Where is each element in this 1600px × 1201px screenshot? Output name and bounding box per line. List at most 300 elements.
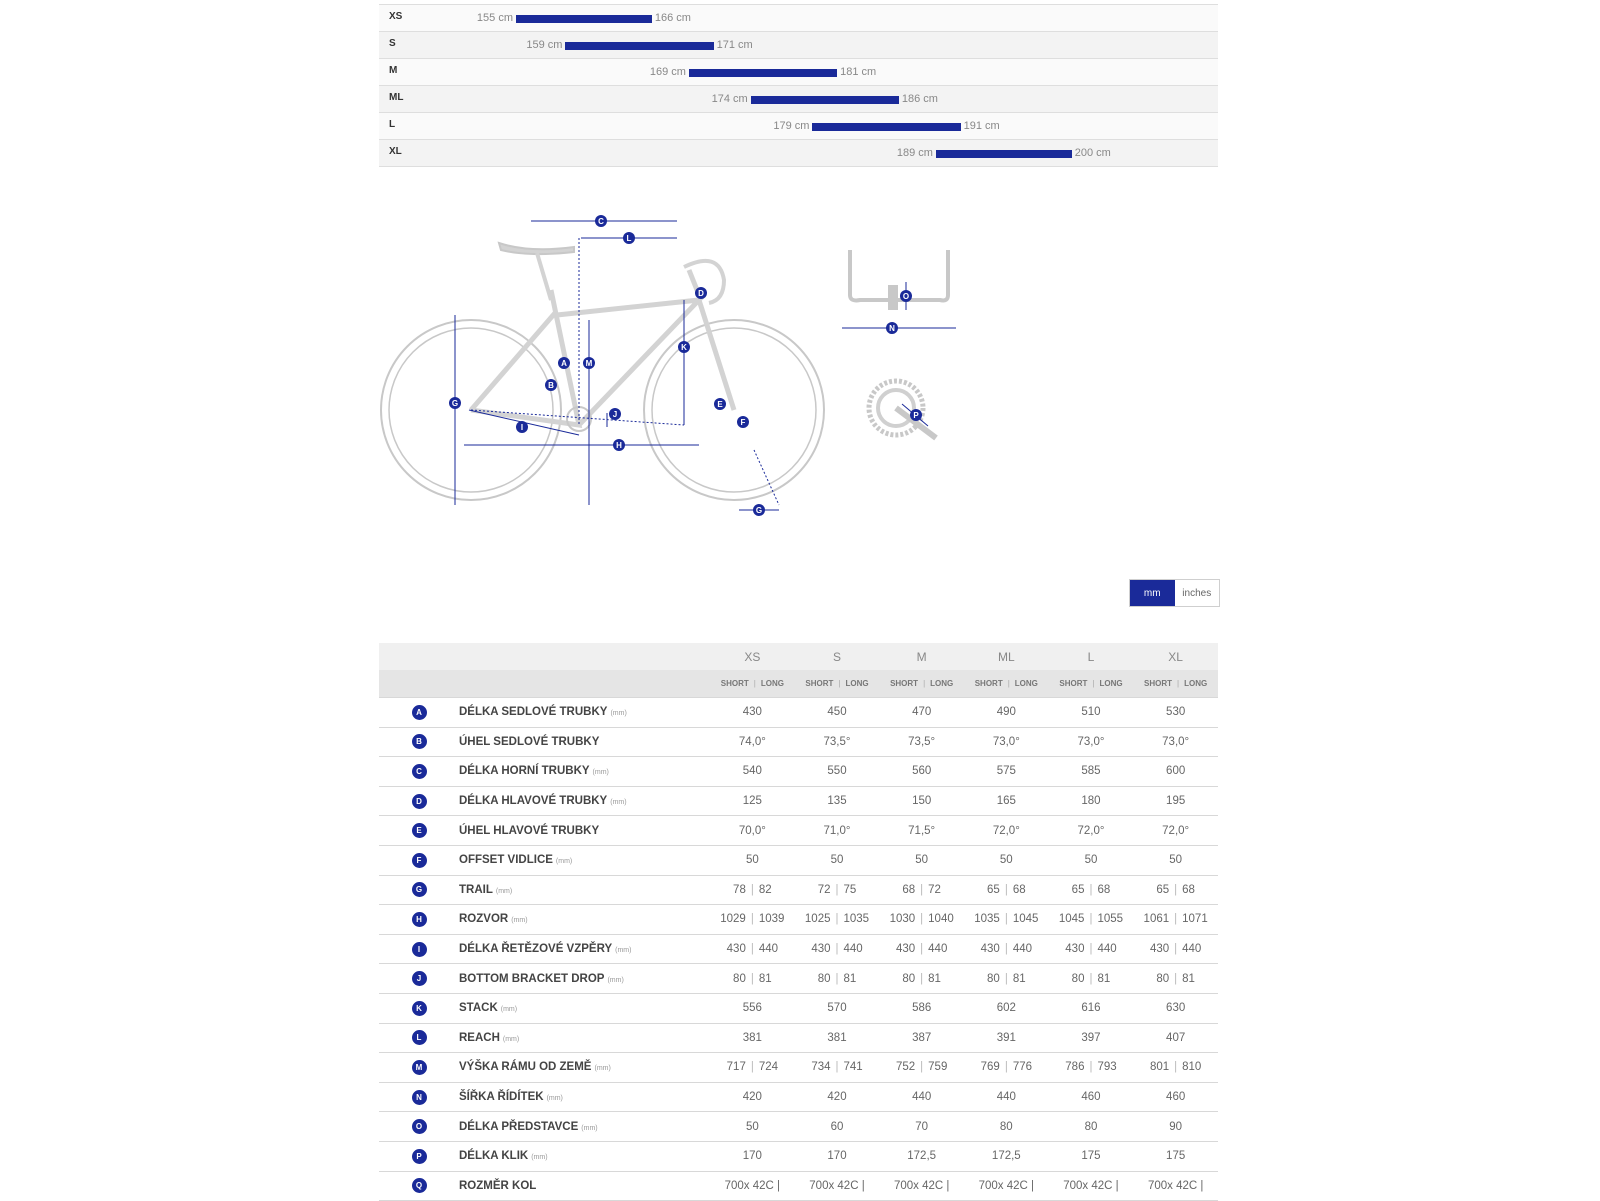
marker-C <box>595 215 607 227</box>
size-label: XL <box>389 146 402 157</box>
dimension-label: ROZMĚR KOL <box>459 1179 537 1192</box>
value-cell <box>879 1112 964 1142</box>
unit-note: (mm) <box>555 858 573 866</box>
short-value: 1029 <box>720 913 746 926</box>
dimension-letter-badge: L <box>412 1030 427 1045</box>
value-cell <box>1049 845 1134 875</box>
dimension-letter-badge: P <box>412 1149 427 1164</box>
value-cell <box>795 816 880 846</box>
unit-note: (mm) <box>615 947 632 955</box>
value: 172,5 <box>991 1150 1021 1163</box>
value-cell <box>879 1053 964 1083</box>
geometry-row <box>379 1053 1218 1083</box>
short-value: 78 <box>733 883 746 896</box>
svg-text:L: L <box>626 234 632 243</box>
geometry-row <box>379 757 1218 787</box>
value-cell <box>710 1082 795 1112</box>
long-value: 793 <box>1097 1061 1117 1074</box>
short-value: 68 <box>902 883 916 896</box>
geometry-row <box>379 934 1218 964</box>
value-cell <box>1133 905 1218 935</box>
dimension-label-cell <box>459 845 710 875</box>
unit-note: (mm) <box>500 1006 518 1014</box>
value-cell <box>1049 1023 1134 1053</box>
value-cell <box>1049 875 1134 905</box>
value: 586 <box>912 1002 932 1015</box>
dimension-letter-badge: Q <box>412 1178 427 1193</box>
value-cell <box>710 816 795 846</box>
dimension-label: STACK <box>459 1002 498 1015</box>
short-long-header <box>879 670 964 698</box>
value: 50 <box>999 854 1013 867</box>
dimension-letter-badge: N <box>412 1090 427 1105</box>
value: 60 <box>830 1120 844 1133</box>
value: 575 <box>996 765 1016 778</box>
value: 170 <box>742 1150 762 1163</box>
value: 381 <box>742 1031 762 1044</box>
geometry-row <box>379 1023 1218 1053</box>
value-cell <box>1049 816 1134 846</box>
value-cell <box>879 993 964 1023</box>
value: 80 <box>1084 1120 1098 1133</box>
value-cell <box>1049 1112 1134 1142</box>
size-label: XS <box>389 11 403 22</box>
unit-note: (mm) <box>607 976 624 984</box>
dimension-label-cell <box>459 934 710 964</box>
svg-text:G: G <box>755 506 763 515</box>
dimension-label-cell <box>459 905 710 935</box>
svg-text:C: C <box>598 217 604 226</box>
value-cell <box>710 1112 795 1142</box>
long-label: LONG <box>1184 679 1208 688</box>
dimension-label-cell <box>459 727 710 757</box>
unit-mm-button[interactable]: mm <box>1130 580 1175 606</box>
height-max-label: 191 cm <box>963 120 1000 132</box>
letter-cell <box>379 905 459 935</box>
value-cell <box>879 727 964 757</box>
long-value: 81 <box>1182 972 1195 985</box>
size-column-header: ML <box>964 643 1049 670</box>
size-chart-row <box>379 4 1218 31</box>
dimension-label: ÚHEL HLAVOVÉ TRUBKY <box>459 824 600 837</box>
value-cell <box>1133 816 1218 846</box>
value: 700x 42C | <box>724 1179 781 1192</box>
value-cell <box>795 1171 880 1201</box>
value-cell <box>879 1023 964 1053</box>
value-cell <box>710 786 795 816</box>
value-cell <box>795 905 880 935</box>
value-cell <box>964 964 1049 994</box>
svg-text:H: H <box>616 441 622 450</box>
geometry-row <box>379 905 1218 935</box>
dimension-label-cell <box>459 816 710 846</box>
svg-text:D: D <box>698 289 704 298</box>
marker-O <box>900 290 912 302</box>
long-value: 81 <box>1012 972 1026 985</box>
long-label: LONG <box>930 679 954 688</box>
long-value: 759 <box>928 1061 948 1074</box>
value: 71,5° <box>908 824 936 837</box>
letter-cell <box>379 845 459 875</box>
long-value: 440 <box>1182 943 1202 956</box>
value: 530 <box>1166 706 1186 719</box>
separator: | <box>835 883 839 896</box>
marker-E <box>714 398 726 410</box>
value-cell <box>1049 727 1134 757</box>
value-cell <box>1049 1141 1134 1171</box>
long-value: 81 <box>758 972 772 985</box>
separator: | <box>750 883 754 896</box>
value-cell <box>1049 786 1134 816</box>
height-min-label: 174 cm <box>711 93 748 105</box>
value-cell <box>964 845 1049 875</box>
svg-text:P: P <box>913 411 919 420</box>
short-label: SHORT <box>1059 679 1088 688</box>
value: 50 <box>830 854 844 867</box>
value-cell <box>879 757 964 787</box>
rider-height-chart <box>379 4 1218 167</box>
value: 72,0° <box>992 824 1020 837</box>
value-cell <box>795 875 880 905</box>
separator: | <box>750 943 754 956</box>
dimension-label-cell <box>459 1053 710 1083</box>
size-label: S <box>389 38 396 49</box>
short-value: 430 <box>1065 943 1085 956</box>
height-max-label: 186 cm <box>901 93 938 105</box>
short-label: SHORT <box>805 679 834 688</box>
dimension-label: VÝŠKA RÁMU OD ZEMĚ <box>459 1061 592 1074</box>
value-cell <box>1049 905 1134 935</box>
value: 700x 42C | <box>1147 1179 1204 1192</box>
value: 73,0° <box>1077 735 1105 748</box>
value-cell <box>795 993 880 1023</box>
value: 407 <box>1166 1031 1186 1044</box>
value-cell <box>964 875 1049 905</box>
value-cell <box>1133 727 1218 757</box>
value: 180 <box>1081 795 1101 808</box>
header-spacer <box>379 670 459 698</box>
height-range-bar <box>812 123 960 131</box>
value: 73,5° <box>823 735 851 748</box>
unit-note: (mm) <box>581 1124 598 1132</box>
dimension-letter-badge: I <box>412 942 427 957</box>
dimension-label: ÚHEL SEDLOVÉ TRUBKY <box>459 735 600 748</box>
value-cell <box>964 905 1049 935</box>
geometry-table <box>379 643 1218 1201</box>
value: 420 <box>827 1091 847 1104</box>
size-column-header: XL <box>1133 643 1218 670</box>
size-header-row <box>379 643 1218 670</box>
header-spacer <box>379 643 459 670</box>
value-cell <box>1133 845 1218 875</box>
value: 175 <box>1166 1150 1186 1163</box>
long-value: 68 <box>1182 883 1195 896</box>
marker-I <box>516 421 528 433</box>
height-range-bar <box>751 96 899 104</box>
long-value: 81 <box>843 972 857 985</box>
short-value: 1061 <box>1143 913 1170 926</box>
dimension-label-cell <box>459 1141 710 1171</box>
separator: | <box>920 1061 924 1074</box>
long-value: 82 <box>758 883 772 896</box>
height-min-label: 155 cm <box>476 12 513 24</box>
short-value: 430 <box>980 943 1000 956</box>
separator: | <box>1089 913 1093 926</box>
marker-B <box>545 379 557 391</box>
geometry-row <box>379 1141 1218 1171</box>
letter-cell <box>379 1171 459 1201</box>
value: 50 <box>1084 854 1098 867</box>
value: 73,0° <box>992 735 1020 748</box>
dimension-label: ŠÍŘKA ŘÍDÍTEK <box>459 1091 544 1104</box>
long-value: 72 <box>928 883 941 896</box>
short-value: 430 <box>1149 943 1170 956</box>
value: 73,0° <box>1162 735 1190 748</box>
value: 391 <box>996 1031 1016 1044</box>
separator: | <box>1174 883 1178 896</box>
separator: | <box>1004 943 1008 956</box>
short-value: 786 <box>1065 1061 1085 1074</box>
value-cell <box>710 698 795 728</box>
value: 135 <box>827 795 847 808</box>
value: 72,0° <box>1162 824 1190 837</box>
svg-text:B: B <box>548 381 554 390</box>
value-cell <box>879 816 964 846</box>
size-chart-row <box>379 58 1218 85</box>
dimension-label: DÉLKA HORNÍ TRUBKY <box>459 765 590 778</box>
value-cell <box>795 1082 880 1112</box>
unit-inches-button[interactable]: inches <box>1175 580 1220 606</box>
size-chart-row <box>379 85 1218 112</box>
marker-G-trail <box>753 504 765 516</box>
geometry-row <box>379 993 1218 1023</box>
value: 195 <box>1166 795 1186 808</box>
marker-N <box>886 322 898 334</box>
value: 50 <box>745 854 759 867</box>
marker-D <box>695 287 707 299</box>
separator: | <box>1174 943 1178 956</box>
value-cell <box>964 816 1049 846</box>
size-column-header: S <box>795 643 880 670</box>
long-value: 440 <box>843 943 863 956</box>
value-cell <box>964 1023 1049 1053</box>
size-label: L <box>389 119 396 130</box>
unit-toggle <box>1129 579 1220 607</box>
separator: | <box>1004 913 1008 926</box>
value: 540 <box>742 765 762 778</box>
dimension-label: DÉLKA PŘEDSTAVCE <box>459 1120 579 1133</box>
dimension-letter-badge: E <box>412 823 427 838</box>
long-value: 81 <box>1097 972 1111 985</box>
marker-M <box>583 357 595 369</box>
separator: | <box>835 1061 839 1074</box>
value: 440 <box>996 1091 1016 1104</box>
dimension-letter-badge: A <box>412 705 427 720</box>
marker-P <box>910 409 922 421</box>
unit-note: (mm) <box>594 1065 611 1073</box>
marker-H <box>613 439 625 451</box>
dimension-label-cell <box>459 964 710 994</box>
short-value: 80 <box>733 972 746 985</box>
value: 381 <box>827 1031 847 1044</box>
value: 387 <box>912 1031 932 1044</box>
value-cell <box>710 934 795 964</box>
geometry-row <box>379 727 1218 757</box>
value: 602 <box>996 1002 1016 1015</box>
value: 74,0° <box>738 735 766 748</box>
long-value: 1071 <box>1182 913 1208 926</box>
short-value: 65 <box>987 883 1000 896</box>
size-label: M <box>389 65 398 76</box>
short-long-header <box>1133 670 1218 698</box>
marker-K <box>678 341 690 353</box>
short-label: SHORT <box>720 679 749 688</box>
header-spacer <box>459 643 710 670</box>
height-max-label: 200 cm <box>1074 147 1111 159</box>
geometry-row <box>379 1082 1218 1112</box>
short-value: 430 <box>895 943 916 956</box>
short-value: 80 <box>902 972 916 985</box>
value-cell <box>1049 698 1134 728</box>
value: 430 <box>742 706 762 719</box>
unit-note: (mm) <box>531 1154 548 1162</box>
marker-F <box>737 416 749 428</box>
dimension-label-cell <box>459 698 710 728</box>
value-cell <box>1049 1171 1134 1201</box>
value: 630 <box>1166 1002 1186 1015</box>
dimension-letter-badge: M <box>412 1060 427 1075</box>
short-value: 801 <box>1149 1061 1170 1074</box>
separator: | <box>835 913 839 926</box>
height-range-bar <box>689 69 837 77</box>
value: 172,5 <box>907 1150 937 1163</box>
separator: | <box>920 883 924 896</box>
value: 550 <box>827 765 847 778</box>
value-cell <box>710 875 795 905</box>
letter-cell <box>379 993 459 1023</box>
marker-L <box>623 232 635 244</box>
value: 700x 42C | <box>893 1179 950 1192</box>
height-range-bar <box>936 150 1072 158</box>
separator: | <box>1174 913 1178 926</box>
size-chart-row <box>379 31 1218 58</box>
size-label: ML <box>389 92 404 103</box>
value-cell <box>1133 698 1218 728</box>
frame-outline <box>471 270 734 425</box>
size-column-header: L <box>1049 643 1134 670</box>
separator: | <box>923 679 926 688</box>
value-cell <box>710 1053 795 1083</box>
svg-text:G: G <box>451 399 459 408</box>
letter-cell <box>379 1112 459 1142</box>
size-chart-row <box>379 139 1218 167</box>
long-value: 440 <box>1012 943 1032 956</box>
separator: | <box>750 913 754 926</box>
marker-J <box>609 408 621 420</box>
value-cell <box>1049 934 1134 964</box>
value-cell <box>795 934 880 964</box>
short-label: SHORT <box>1144 679 1173 688</box>
geometry-row <box>379 816 1218 846</box>
separator: | <box>1174 972 1178 985</box>
value: 450 <box>827 706 847 719</box>
value-cell <box>879 875 964 905</box>
value: 71,0° <box>823 824 851 837</box>
value: 585 <box>1081 765 1101 778</box>
separator: | <box>750 972 754 985</box>
value-cell <box>964 1171 1049 1201</box>
value: 460 <box>1081 1091 1101 1104</box>
value: 80 <box>999 1120 1013 1133</box>
geometry-row <box>379 786 1218 816</box>
value-cell <box>710 905 795 935</box>
dimension-label: DÉLKA HLAVOVÉ TRUBKY <box>459 795 608 808</box>
long-label: LONG <box>845 679 869 688</box>
value: 50 <box>915 854 929 867</box>
letter-cell <box>379 816 459 846</box>
marker-A <box>558 357 570 369</box>
value: 150 <box>912 795 932 808</box>
value: 440 <box>912 1091 932 1104</box>
long-value: 68 <box>1097 883 1111 896</box>
value-cell <box>710 964 795 994</box>
separator: | <box>1089 943 1093 956</box>
height-max-label: 166 cm <box>654 12 691 24</box>
letter-cell <box>379 875 459 905</box>
unit-note: (mm) <box>502 1035 520 1043</box>
value: 73,5° <box>908 735 936 748</box>
short-value: 72 <box>817 883 831 896</box>
separator: | <box>1177 679 1180 688</box>
value-cell <box>710 993 795 1023</box>
separator: | <box>1089 1061 1093 1074</box>
value-cell <box>1133 1112 1218 1142</box>
short-value: 1025 <box>804 913 831 926</box>
value-cell <box>879 786 964 816</box>
short-value: 80 <box>1156 972 1170 985</box>
value-cell <box>964 1112 1049 1142</box>
value-cell <box>1049 1082 1134 1112</box>
value-cell <box>795 1053 880 1083</box>
value-cell <box>710 1141 795 1171</box>
geometry-row <box>379 875 1218 905</box>
value-cell <box>1133 1053 1218 1083</box>
unit-note: (mm) <box>592 769 609 777</box>
separator: | <box>835 972 839 985</box>
value-cell <box>1133 993 1218 1023</box>
short-value: 717 <box>726 1061 746 1074</box>
value-cell <box>879 1171 964 1201</box>
short-long-header <box>795 670 880 698</box>
separator: | <box>750 1061 754 1074</box>
dimension-label-cell <box>459 875 710 905</box>
dimension-letter-badge: D <box>412 794 427 809</box>
long-value: 776 <box>1012 1061 1032 1074</box>
dimension-letter-badge: B <box>412 734 427 749</box>
svg-text:E: E <box>717 400 723 409</box>
short-value: 1030 <box>889 913 916 926</box>
dimension-label: REACH <box>459 1031 500 1044</box>
value-cell <box>879 698 964 728</box>
value: 50 <box>1169 854 1183 867</box>
unit-note: (mm) <box>495 887 513 895</box>
geometry-row <box>379 964 1218 994</box>
value-cell <box>879 964 964 994</box>
long-label: LONG <box>760 679 784 688</box>
short-value: 734 <box>811 1061 831 1074</box>
value-cell <box>710 1023 795 1053</box>
value: 556 <box>742 1002 762 1015</box>
